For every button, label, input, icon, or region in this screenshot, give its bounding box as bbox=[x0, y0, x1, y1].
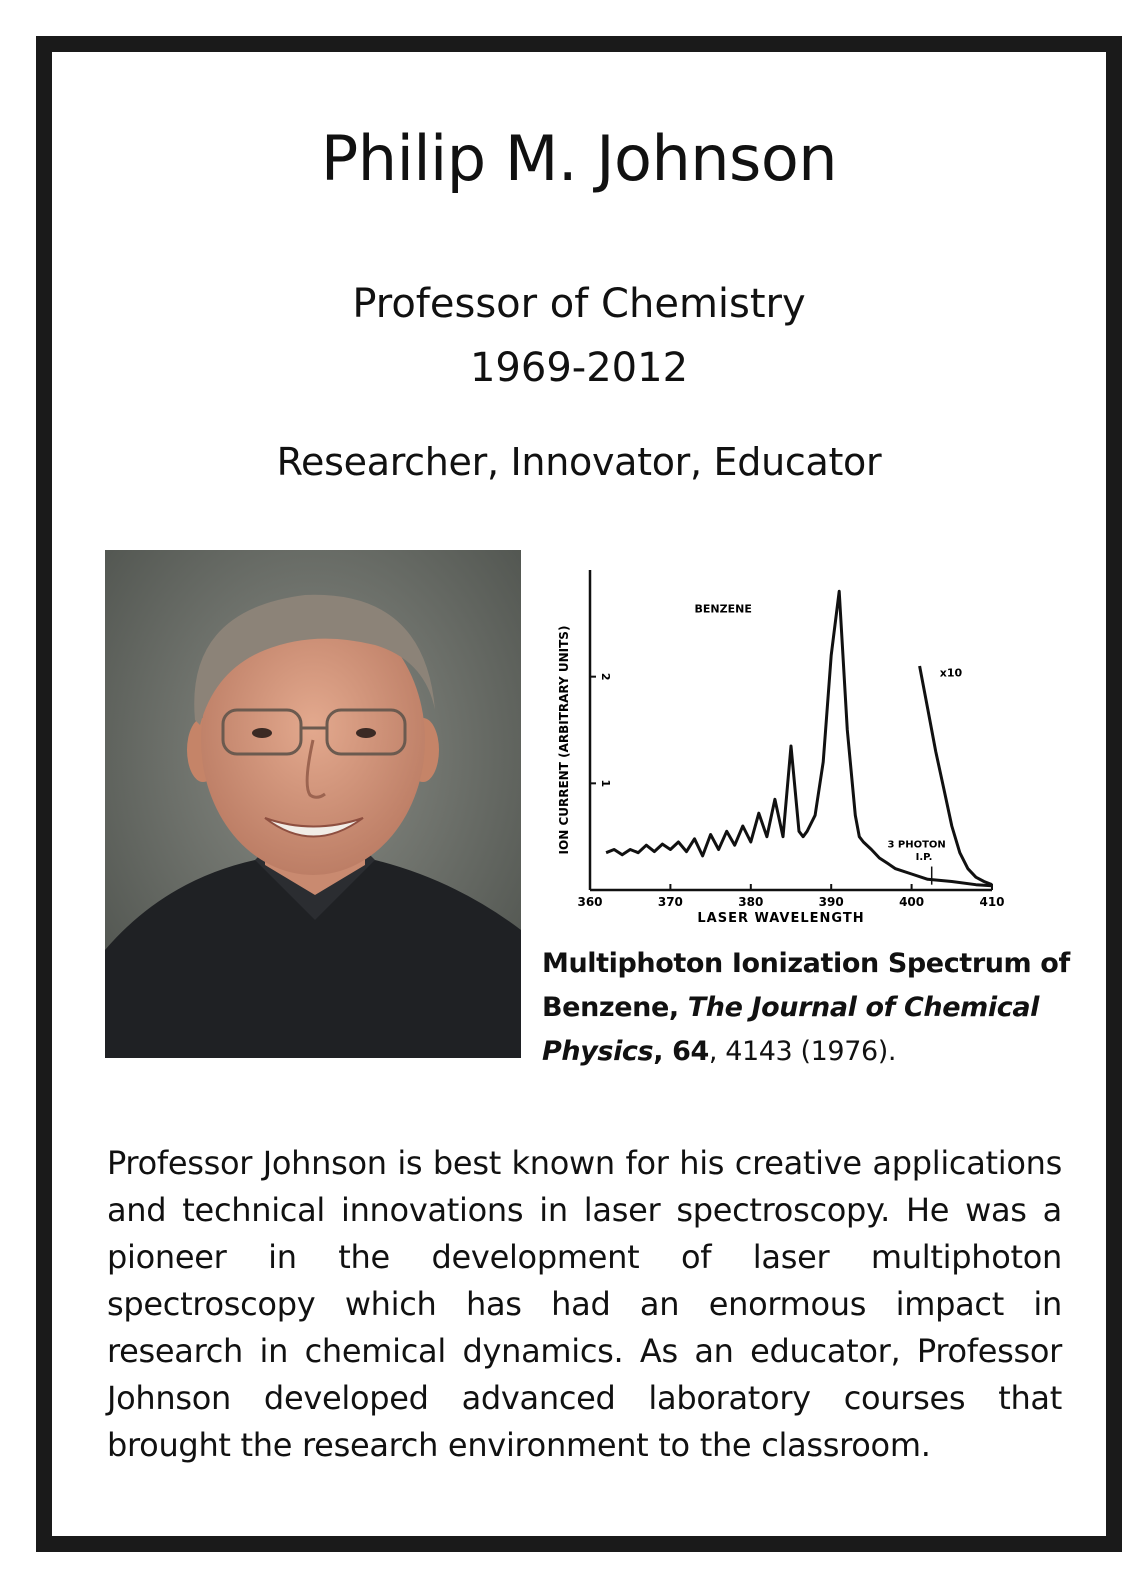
tagline: Researcher, Innovator, Educator bbox=[276, 440, 882, 484]
spectrum-chart bbox=[542, 550, 1032, 940]
caption-title: Multiphoton Ionization Spectrum of Benzene, bbox=[542, 948, 1070, 1023]
annotation-ip: I.P. bbox=[915, 852, 933, 864]
x-tick-label: 400 bbox=[899, 895, 925, 909]
caption-volume: 64 bbox=[672, 1036, 709, 1067]
annotation-3-photon: 3 PHOTON bbox=[887, 839, 946, 851]
portrait-photo bbox=[105, 550, 521, 1058]
y-tick-label: 2 bbox=[599, 672, 612, 681]
y-axis-label: ION CURRENT (ARBITRARY UNITS) bbox=[557, 625, 571, 855]
bio-paragraph: Professor Johnson is best known for his creative applications and technical innovations in laser spectroscopy. He was a pioneer in the development of laser multiphoton spectroscopy which has had an enormous impact in research in chemical dynamics. As an educator, Professor Johnson developed advanced laboratory courses that brought the research environment to the classroom. bbox=[107, 1144, 1062, 1464]
x-tick-label: 370 bbox=[657, 895, 683, 909]
plaque-frame bbox=[36, 36, 1122, 1552]
role-title: Professor of Chemistry bbox=[352, 281, 806, 327]
x-tick-label: 360 bbox=[577, 895, 603, 909]
annotation-benzene: BENZENE bbox=[694, 602, 752, 616]
role-years: 1969-2012 bbox=[469, 345, 689, 391]
caption-journal: The Journal of Chemical Physics bbox=[542, 992, 1040, 1067]
annotation-x10: x10 bbox=[939, 666, 963, 680]
x-tick-label: 410 bbox=[979, 895, 1005, 909]
figure-caption bbox=[542, 942, 1082, 1074]
person-name: Philip M. Johnson bbox=[320, 122, 838, 195]
y-tick-label: 1 bbox=[599, 779, 612, 788]
x-tick-label: 390 bbox=[818, 895, 844, 909]
x-tick-label: 380 bbox=[738, 895, 764, 909]
person-role bbox=[52, 272, 1106, 400]
x-axis-label: LASER WAVELENGTH bbox=[697, 911, 865, 926]
caption-citation: , 4143 (1976). bbox=[708, 1036, 897, 1067]
caption-sep: , bbox=[653, 1036, 673, 1067]
